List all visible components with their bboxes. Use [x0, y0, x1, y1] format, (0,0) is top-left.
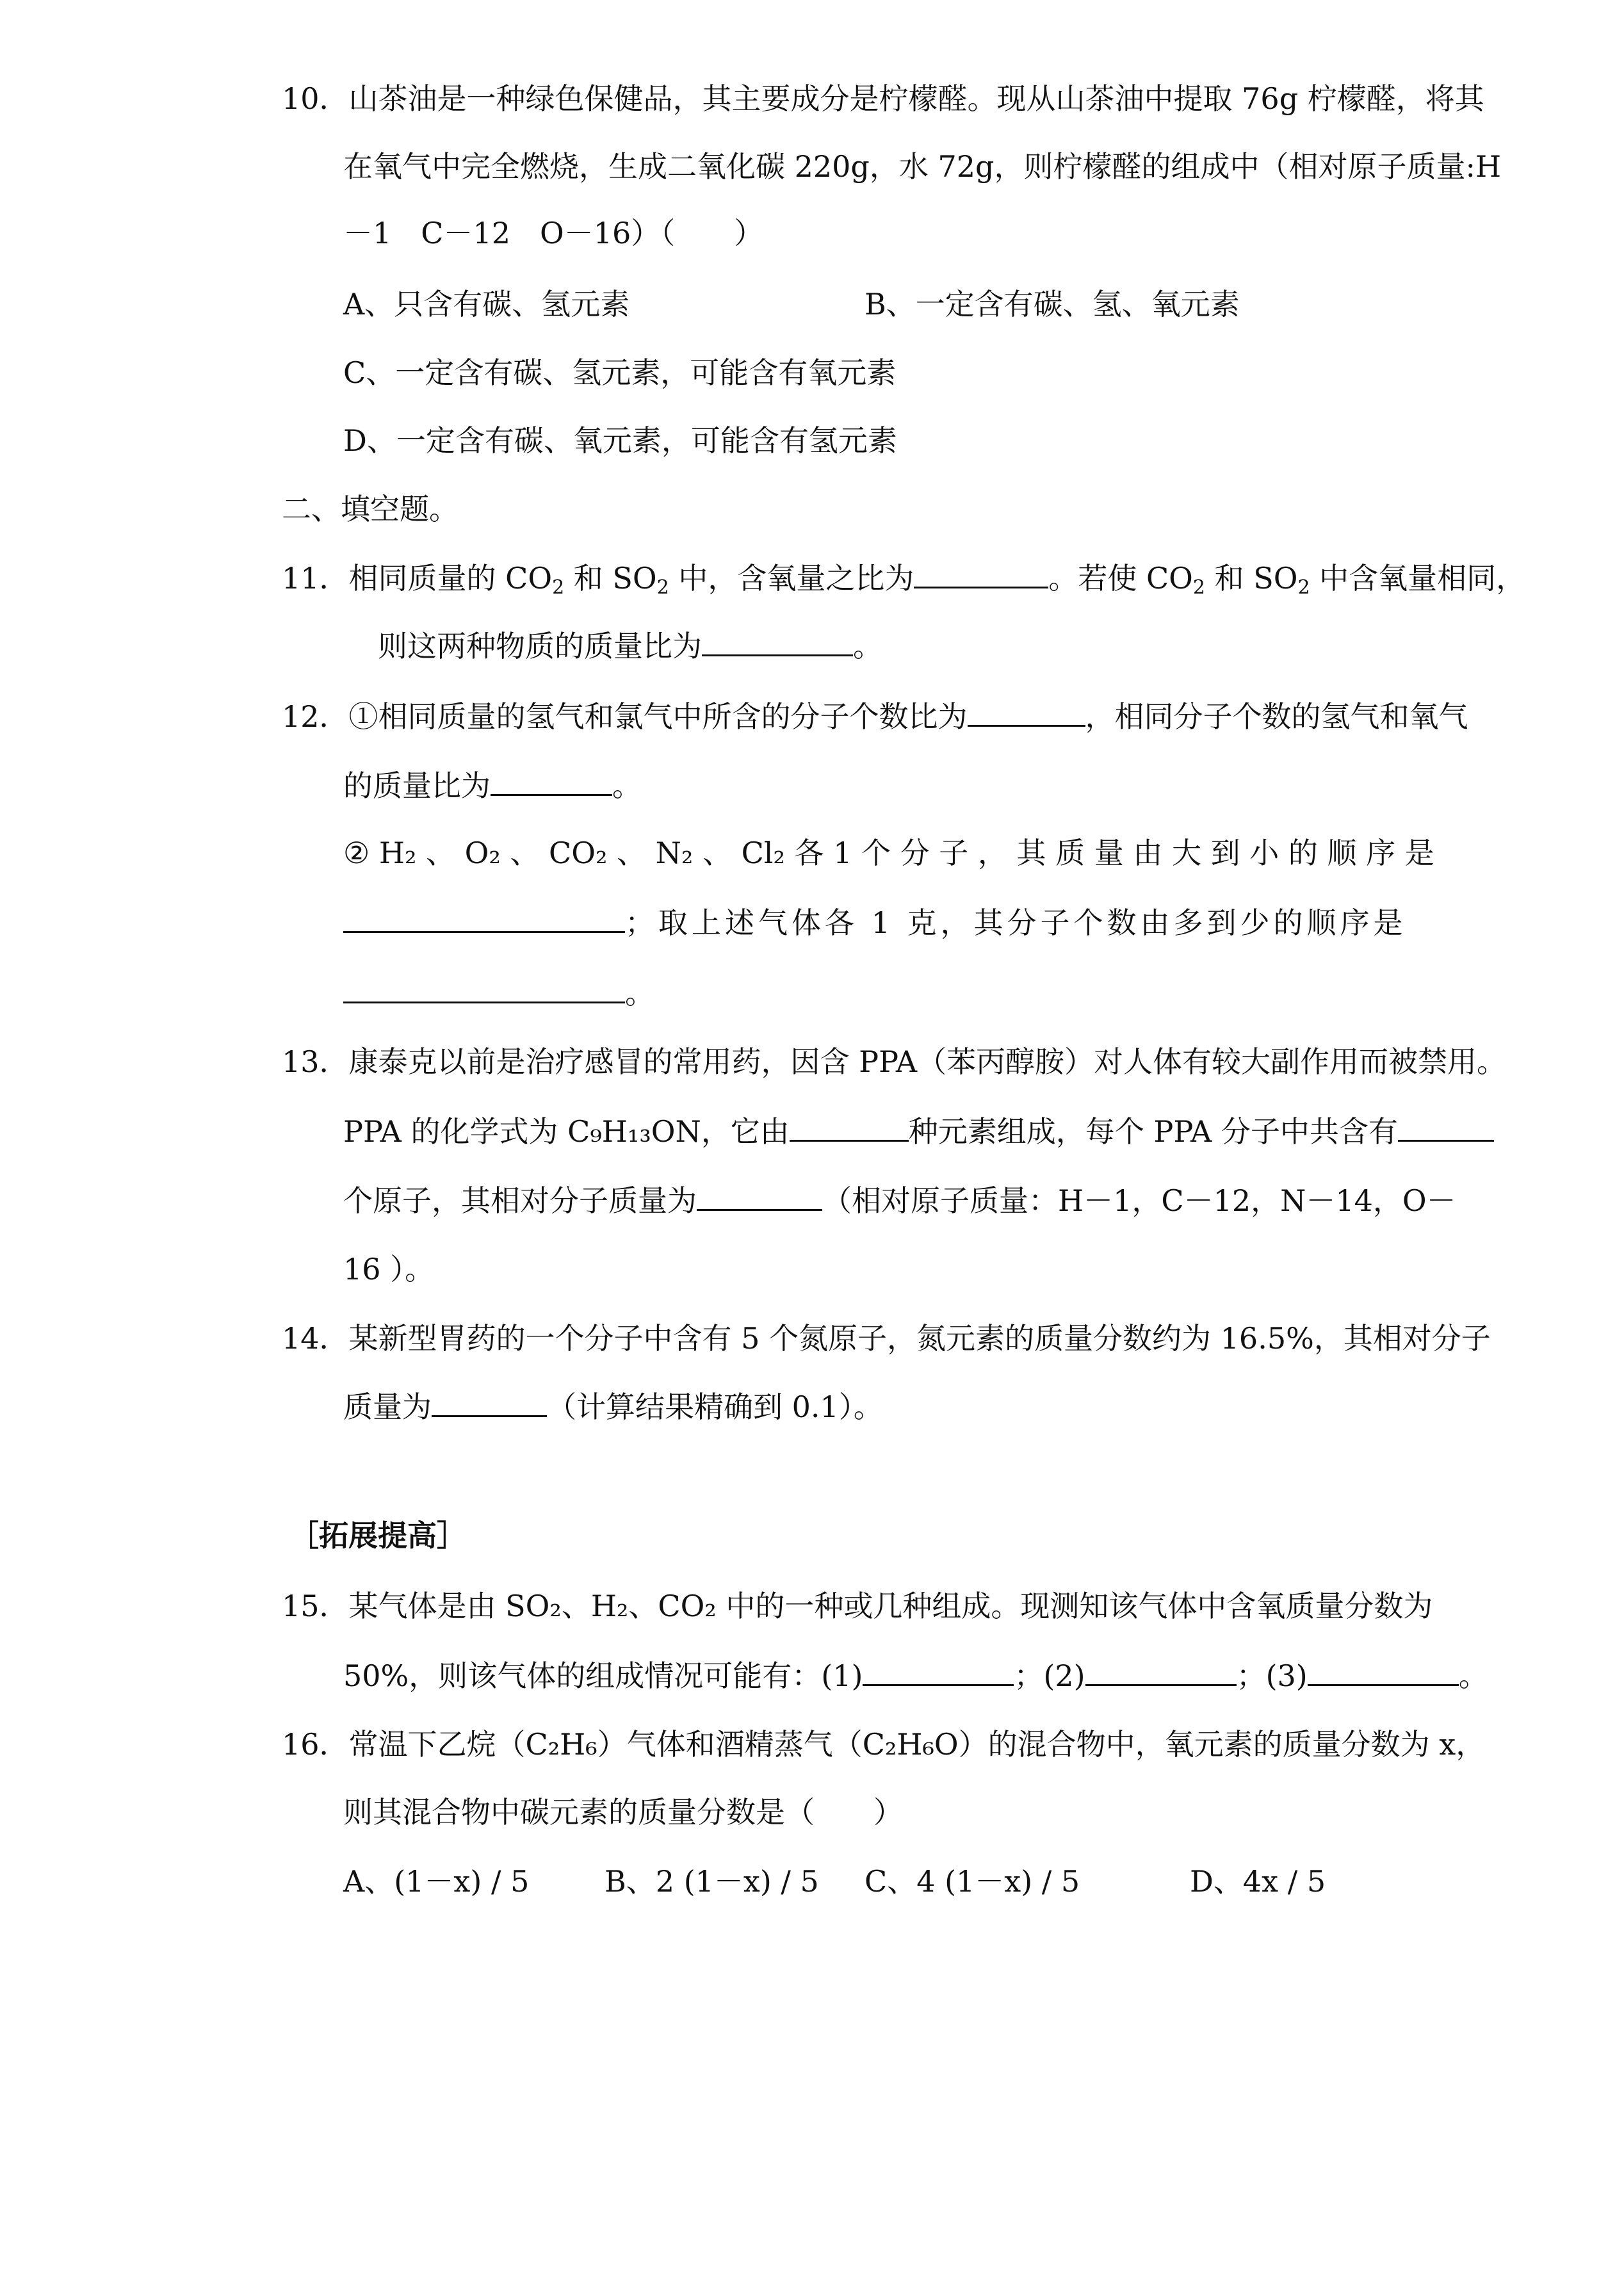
q11-line1: 11．相同质量的 $CO_2$ 和 $SO_2$ 中，含氧量之比为 。若使 $CO_2$ 和 $SO_2$ 中含氧量相同， [282, 558, 1525, 597]
q16-option-c: C、4 (1－x) / 5 [865, 1864, 1080, 1899]
q12-answer-blank-3[interactable] [343, 903, 625, 933]
q12-line4: ；取上述气体各 1 克，其分子个数由多到少的顺序是 [343, 903, 1407, 942]
q11-line2: 则这两种物质的质量比为 。 [378, 626, 882, 665]
q11-answer-blank-1[interactable] [914, 558, 1048, 588]
q13-line3: 个原子，其相对分子质量为 （相对原子质量：H－1，C－12，N－14，O－ [343, 1181, 1456, 1220]
q15-line2: 50%，则该气体的组成情况可能有：(1) ；(2) ；(3) 。 [343, 1656, 1488, 1695]
q12-line5: 。 [343, 973, 654, 1012]
q15-answer-blank-2[interactable] [1085, 1656, 1237, 1686]
q13-answer-blank-1[interactable] [790, 1112, 909, 1142]
q15-answer-blank-1[interactable] [863, 1656, 1014, 1686]
q15-line1: 15．某气体是由 SO₂、H₂、CO₂ 中的一种或几种组成。现测知该气体中含氧质量分数为 [282, 1589, 1433, 1623]
section-extension-heading: ［拓展提高］ [289, 1518, 466, 1553]
q15-answer-blank-3[interactable] [1308, 1656, 1459, 1686]
q11-answer-blank-2[interactable] [702, 626, 853, 656]
q13-line4: 16 ）。 [343, 1252, 435, 1286]
q12-line1: 12．①相同质量的氢气和氯气中所含的分子个数比为 ，相同分子个数的氢气和氧气 [282, 697, 1468, 736]
q14-line1: 14．某新型胃药的一个分子中含有 5 个氮原子，氮元素的质量分数约为 16.5%，其相对分子 [282, 1321, 1491, 1356]
q16-option-a: A、(1－x) / 5 [343, 1864, 530, 1899]
q16-line2: 则其混合物中碳元素的质量分数是（ ） [343, 1795, 903, 1829]
q12-answer-blank-4[interactable] [343, 973, 625, 1003]
q12-line3: ② H₂ 、 O₂ 、 CO₂ 、 N₂ 、 Cl₂ 各 1 个 分 子 ， 其 质 量 由 大 到 小 的 顺 序 是 [343, 836, 1434, 870]
q10-option-a: A、只含有碳、氢元素 [343, 287, 630, 321]
q10-line3: －1 C－12 O－16）（ ） [343, 216, 764, 250]
q16-line1: 16．常温下乙烷（C₂H₆）气体和酒精蒸气（C₂H₆O）的混合物中，氧元素的质量分数为 x， [282, 1727, 1486, 1762]
section-fill-in-heading: 二、填空题。 [282, 492, 459, 526]
q12-answer-blank-2[interactable] [491, 766, 612, 796]
q10-option-b: B、一定含有碳、氢、氧元素 [865, 287, 1240, 321]
q13-answer-blank-2[interactable] [1398, 1112, 1494, 1142]
q12-line2: 的质量比为 。 [343, 766, 642, 805]
q10-option-d: D、一定含有碳、氧元素，可能含有氢元素 [343, 423, 897, 458]
q12-answer-blank-1[interactable] [968, 697, 1085, 727]
q16-option-b: B、2 (1－x) / 5 [605, 1864, 819, 1899]
q16-option-d: D、4x / 5 [1190, 1864, 1326, 1899]
q10-line1: 10．山茶油是一种绿色保健品，其主要成分是柠檬醛。现从山茶油中提取 76g 柠檬醛，将其 [282, 81, 1484, 116]
q13-line1: 13．康泰克以前是治疗感冒的常用药，因含 PPA（苯丙醇胺）对人体有较大副作用而被禁用。 [282, 1044, 1507, 1079]
q13-answer-blank-3[interactable] [697, 1181, 822, 1211]
q10-option-c: C、一定含有碳、氢元素，可能含有氧元素 [343, 355, 897, 390]
q10-line2: 在氧气中完全燃烧，生成二氧化碳 220g，水 72g，则柠檬醛的组成中（相对原子质量:H [343, 149, 1502, 184]
q14-answer-blank[interactable] [432, 1387, 547, 1417]
q14-line2: 质量为 （计算结果精确到 0.1）。 [343, 1387, 883, 1426]
q13-line2: PPA 的化学式为 C₉H₁₃ON，它由 种元素组成，每个 PPA 分子中共含有 [343, 1112, 1494, 1151]
